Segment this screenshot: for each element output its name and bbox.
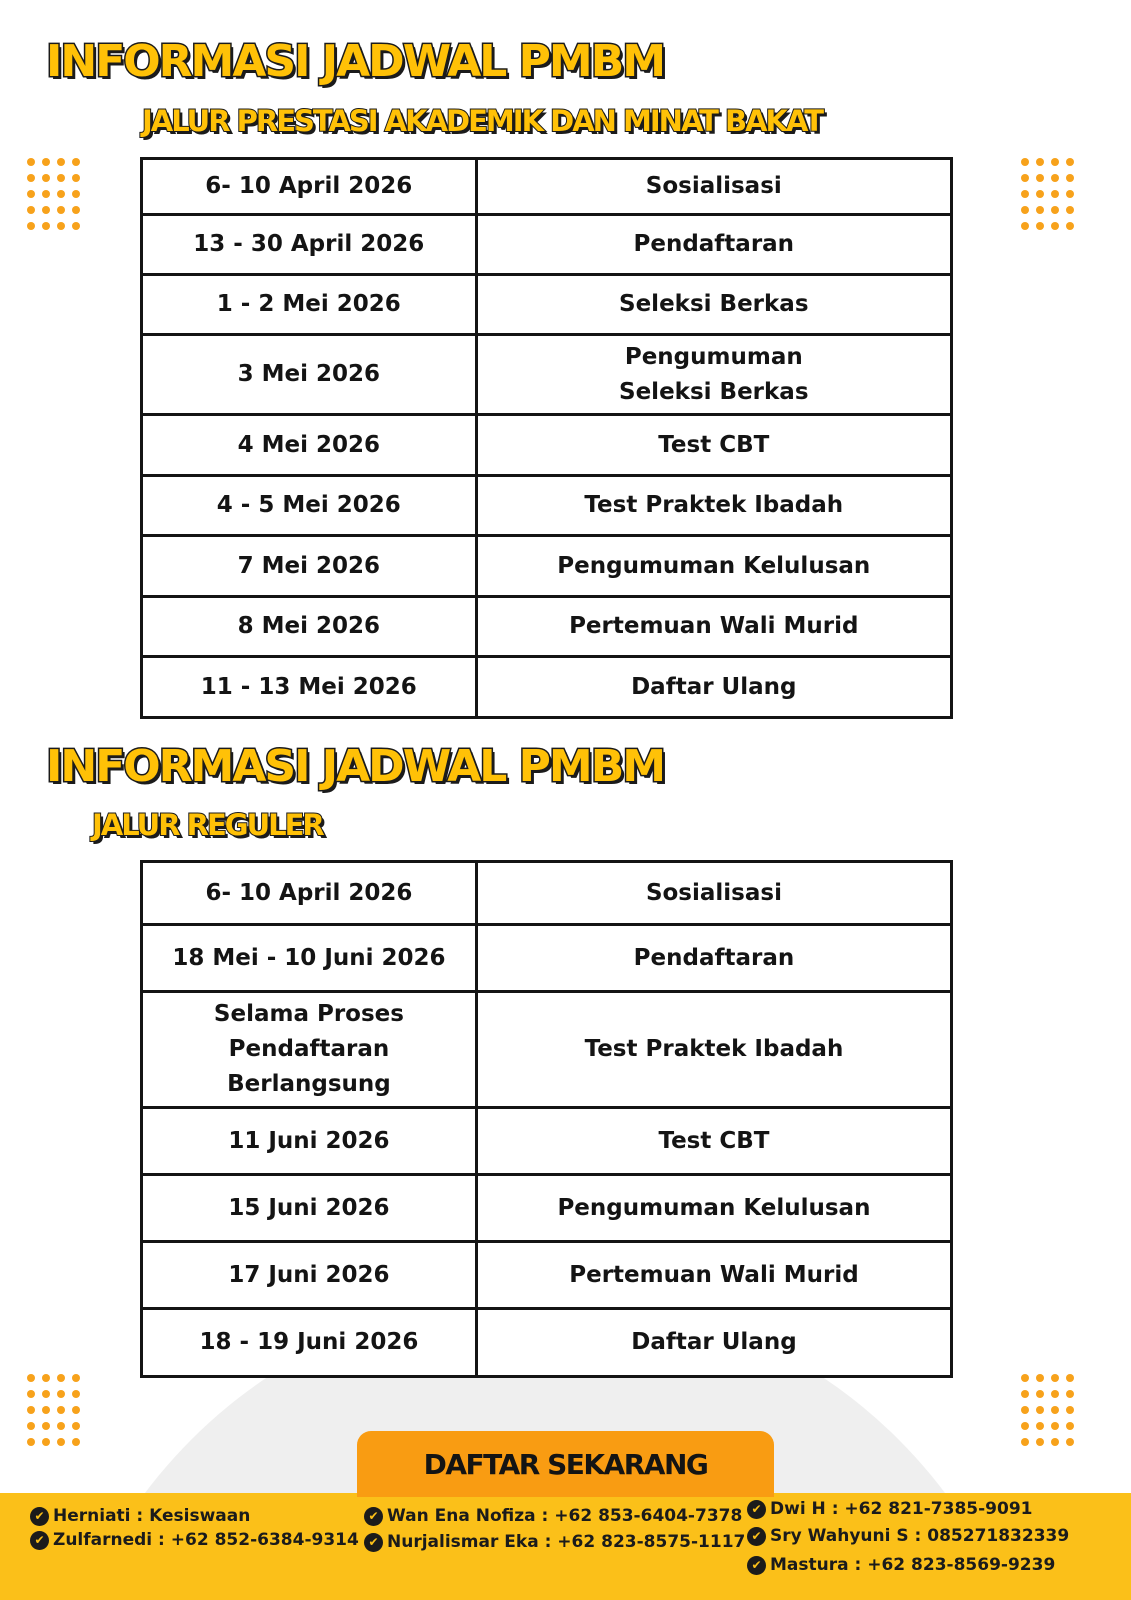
schedule-date: 3 Mei 2026 bbox=[142, 335, 477, 415]
schedule-date: 15 Juni 2026 bbox=[142, 1175, 477, 1242]
dot bbox=[57, 222, 65, 230]
dot bbox=[1036, 206, 1044, 214]
dot bbox=[1051, 1438, 1059, 1446]
check-circle-icon: ✔ bbox=[364, 1507, 383, 1526]
table-row bbox=[142, 657, 952, 718]
contact-item: ✔ Mastura : +62 823-8569-9239 bbox=[747, 1555, 1055, 1575]
dot-grid-icon-bottom-right bbox=[1021, 1374, 1074, 1446]
dot bbox=[1066, 1438, 1074, 1446]
schedule-date: 11 Juni 2026 bbox=[142, 1108, 477, 1175]
schedule-event: Pendaftaran bbox=[476, 215, 951, 275]
schedule-date: 1 - 2 Mei 2026 bbox=[142, 275, 477, 335]
table-row bbox=[142, 862, 952, 925]
table-row bbox=[142, 215, 952, 275]
table-row bbox=[142, 992, 952, 1108]
dot bbox=[1036, 174, 1044, 182]
dot bbox=[1066, 158, 1074, 166]
schedule-date: 13 - 30 April 2026 bbox=[142, 215, 477, 275]
dot bbox=[1036, 1422, 1044, 1430]
table-row bbox=[142, 335, 952, 415]
dot bbox=[1051, 1422, 1059, 1430]
dot bbox=[1021, 158, 1029, 166]
section2-subtitle: JALUR REGULER bbox=[92, 808, 323, 842]
dot bbox=[27, 158, 35, 166]
schedule-event: Test Praktek Ibadah bbox=[476, 476, 951, 536]
table-row bbox=[142, 1242, 952, 1309]
dot bbox=[1066, 1374, 1074, 1382]
schedule-event: Sosialisasi bbox=[476, 862, 951, 925]
schedule-date: 4 Mei 2026 bbox=[142, 415, 477, 476]
dot bbox=[57, 190, 65, 198]
dot bbox=[57, 158, 65, 166]
dot bbox=[27, 1390, 35, 1398]
dot-grid-icon-top-right bbox=[1021, 158, 1074, 230]
dot bbox=[1036, 1390, 1044, 1398]
dot bbox=[1021, 1406, 1029, 1414]
section1-title: INFORMASI JADWAL PMBM bbox=[46, 36, 665, 87]
schedule-event: Daftar Ulang bbox=[476, 1309, 951, 1377]
dot bbox=[1051, 1406, 1059, 1414]
schedule-event: Daftar Ulang bbox=[476, 657, 951, 718]
dot bbox=[72, 158, 80, 166]
dot bbox=[1036, 1406, 1044, 1414]
schedule-event: Pertemuan Wali Murid bbox=[476, 597, 951, 657]
schedule-date: 18 Mei - 10 Juni 2026 bbox=[142, 925, 477, 992]
dot bbox=[57, 206, 65, 214]
dot-grid-icon-top-left bbox=[27, 158, 80, 230]
schedule-event: Pengumuman Seleksi Berkas bbox=[476, 335, 951, 415]
schedule-date: 17 Juni 2026 bbox=[142, 1242, 477, 1309]
table-row bbox=[142, 925, 952, 992]
dot bbox=[27, 174, 35, 182]
dot bbox=[42, 1438, 50, 1446]
dot bbox=[1066, 222, 1074, 230]
dot bbox=[1051, 190, 1059, 198]
dot bbox=[1066, 1422, 1074, 1430]
dot bbox=[42, 190, 50, 198]
dot-grid-icon-bottom-left bbox=[27, 1374, 80, 1446]
dot bbox=[72, 1438, 80, 1446]
dot bbox=[1021, 222, 1029, 230]
dot bbox=[27, 1406, 35, 1414]
dot bbox=[42, 158, 50, 166]
dot bbox=[42, 206, 50, 214]
dot bbox=[57, 1438, 65, 1446]
schedule-event: Test Praktek Ibadah bbox=[476, 992, 951, 1108]
dot bbox=[72, 1374, 80, 1382]
dot bbox=[1051, 1374, 1059, 1382]
table-row bbox=[142, 159, 952, 215]
table-row bbox=[142, 1175, 952, 1242]
dot bbox=[42, 174, 50, 182]
dot bbox=[42, 1374, 50, 1382]
dot bbox=[27, 222, 35, 230]
schedule-date: 6- 10 April 2026 bbox=[142, 862, 477, 925]
table-row bbox=[142, 415, 952, 476]
dot bbox=[1021, 1422, 1029, 1430]
dot bbox=[1036, 190, 1044, 198]
check-circle-icon: ✔ bbox=[30, 1507, 49, 1526]
dot bbox=[27, 206, 35, 214]
schedule-table-prestasi bbox=[140, 157, 953, 719]
schedule-date: 8 Mei 2026 bbox=[142, 597, 477, 657]
daftar-sekarang-button[interactable]: DAFTAR SEKARANG bbox=[357, 1431, 774, 1497]
dot bbox=[42, 1390, 50, 1398]
dot bbox=[1051, 1390, 1059, 1398]
contact-item: ✔ Sry Wahyuni S : 085271832339 bbox=[747, 1526, 1069, 1546]
dot bbox=[57, 1422, 65, 1430]
check-circle-icon: ✔ bbox=[747, 1527, 766, 1546]
contact-item: ✔ Herniati : Kesiswaan bbox=[30, 1506, 250, 1526]
dot bbox=[72, 1406, 80, 1414]
dot bbox=[1036, 158, 1044, 166]
schedule-date: 18 - 19 Juni 2026 bbox=[142, 1309, 477, 1377]
dot bbox=[1021, 206, 1029, 214]
dot bbox=[27, 1374, 35, 1382]
contact-item: ✔ Zulfarnedi : +62 852-6384-9314 bbox=[30, 1530, 359, 1550]
dot bbox=[27, 1438, 35, 1446]
schedule-date: Selama Proses Pendaftaran Berlangsung bbox=[142, 992, 477, 1108]
dot bbox=[1051, 158, 1059, 166]
dot bbox=[1051, 174, 1059, 182]
dot bbox=[72, 206, 80, 214]
check-circle-icon: ✔ bbox=[30, 1531, 49, 1550]
check-circle-icon: ✔ bbox=[747, 1556, 766, 1575]
schedule-date: 11 - 13 Mei 2026 bbox=[142, 657, 477, 718]
schedule-date: 4 - 5 Mei 2026 bbox=[142, 476, 477, 536]
contact-item: ✔ Wan Ena Nofiza : +62 853-6404-7378 bbox=[364, 1506, 742, 1526]
dot bbox=[72, 174, 80, 182]
dot bbox=[1021, 1438, 1029, 1446]
dot bbox=[1066, 206, 1074, 214]
check-circle-icon: ✔ bbox=[747, 1500, 766, 1519]
dot bbox=[1051, 222, 1059, 230]
dot bbox=[1021, 174, 1029, 182]
contact-item: ✔ Nurjalismar Eka : +62 823-8575-1117 bbox=[364, 1532, 745, 1552]
schedule-event: Pengumuman Kelulusan bbox=[476, 1175, 951, 1242]
section1-subtitle: JALUR PRESTASI AKADEMIK DAN MINAT BAKAT bbox=[142, 104, 823, 138]
dot bbox=[1066, 174, 1074, 182]
schedule-event: Test CBT bbox=[476, 415, 951, 476]
schedule-event: Pertemuan Wali Murid bbox=[476, 1242, 951, 1309]
section2-title: INFORMASI JADWAL PMBM bbox=[46, 741, 665, 792]
schedule-event: Test CBT bbox=[476, 1108, 951, 1175]
table-row bbox=[142, 476, 952, 536]
schedule-event: Seleksi Berkas bbox=[476, 275, 951, 335]
dot bbox=[72, 1390, 80, 1398]
dot bbox=[1021, 190, 1029, 198]
dot bbox=[1021, 1374, 1029, 1382]
dot bbox=[1021, 1390, 1029, 1398]
dot bbox=[27, 190, 35, 198]
dot bbox=[72, 222, 80, 230]
dot bbox=[1051, 206, 1059, 214]
dot bbox=[1066, 1390, 1074, 1398]
schedule-date: 6- 10 April 2026 bbox=[142, 159, 477, 215]
dot bbox=[1036, 1438, 1044, 1446]
schedule-event: Pengumuman Kelulusan bbox=[476, 536, 951, 597]
dot bbox=[42, 1406, 50, 1414]
table-row bbox=[142, 536, 952, 597]
dot bbox=[42, 1422, 50, 1430]
dot bbox=[57, 1374, 65, 1382]
schedule-event: Pendaftaran bbox=[476, 925, 951, 992]
check-circle-icon: ✔ bbox=[364, 1533, 383, 1552]
dot bbox=[1066, 190, 1074, 198]
table-row bbox=[142, 597, 952, 657]
dot bbox=[1066, 1406, 1074, 1414]
table-row bbox=[142, 1108, 952, 1175]
dot bbox=[57, 1406, 65, 1414]
dot bbox=[72, 1422, 80, 1430]
dot bbox=[57, 174, 65, 182]
table-row bbox=[142, 275, 952, 335]
schedule-event: Sosialisasi bbox=[476, 159, 951, 215]
dot bbox=[1036, 222, 1044, 230]
dot bbox=[72, 190, 80, 198]
schedule-table-reguler bbox=[140, 860, 953, 1378]
dot bbox=[1036, 1374, 1044, 1382]
dot bbox=[57, 1390, 65, 1398]
dot bbox=[42, 222, 50, 230]
dot bbox=[27, 1422, 35, 1430]
schedule-date: 7 Mei 2026 bbox=[142, 536, 477, 597]
contact-item: ✔ Dwi H : +62 821-7385-9091 bbox=[747, 1499, 1032, 1519]
table-row bbox=[142, 1309, 952, 1377]
